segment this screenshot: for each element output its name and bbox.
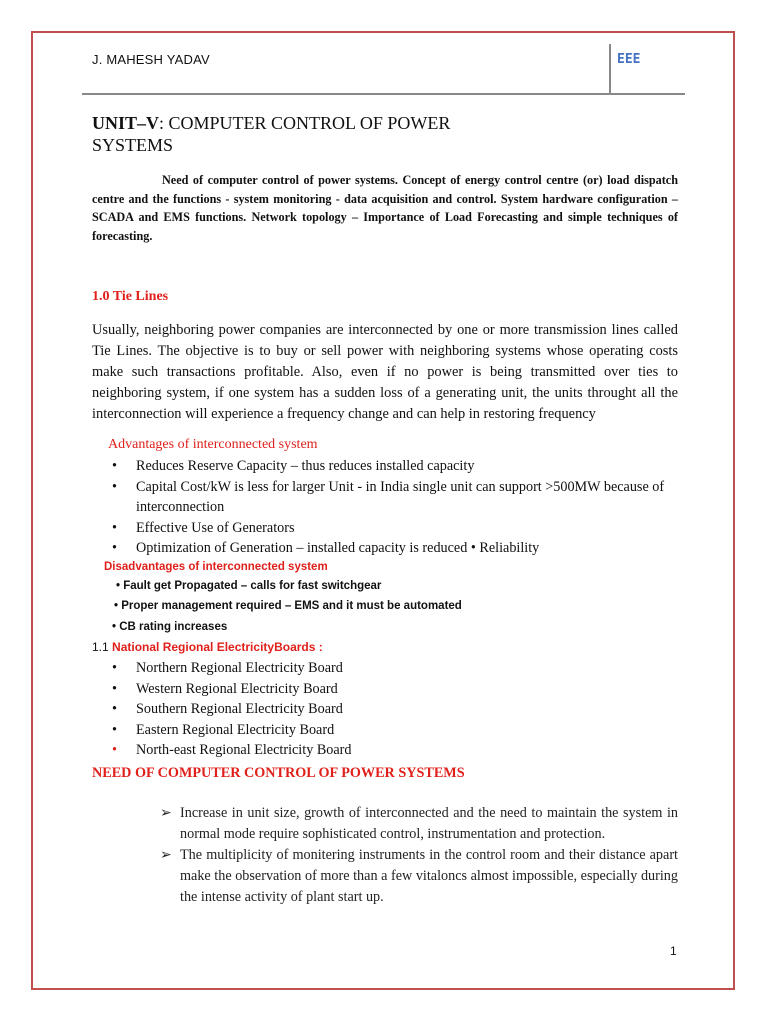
arrow-bullet-icon: ➢ [160,848,172,863]
list-item: • Western Regional Electricity Board [108,679,508,700]
need-point-text: The multiplicity of monitering instruments in the control room and their distance apart make the observation of more than a few vitaloncs almost impossible, especially during the intense activity of plant start up. [180,847,678,905]
author-name: J. MAHESH YADAV [92,52,210,67]
advantages-list [108,456,668,559]
page-title [92,112,512,156]
disadvantages-heading: Disadvantages of interconnected system [104,561,328,573]
tie-lines-heading: 1.0 Tie Lines [92,289,169,304]
header-divider-horizontal [82,93,685,95]
need-heading: NEED OF COMPUTER CONTROL OF POWER SYSTEMS [92,765,465,781]
list-item [160,845,678,908]
list-item: • CB rating increases [112,621,228,633]
boards-heading-text: National Regional ElectricityBoards : [112,640,323,654]
list-item: • Reduces Reserve Capacity – thus reduces installed capacity [108,456,668,477]
list-item [160,803,678,845]
title-text: : COMPUTER CONTROL OF POWER [159,113,451,133]
arrow-bullet-icon: ➢ [160,806,172,821]
need-points-list [160,803,678,908]
advantages-heading: Advantages of interconnected system [108,437,318,452]
need-point-text: Increase in unit size, growth of interconnected and the need to maintain the system in normal mode require sophisticated control, instrumentation and protection. [180,805,678,842]
list-item: • Optimization of Generation – installed capacity is reduced • Reliability [108,538,668,559]
boards-heading [92,640,323,654]
tie-lines-paragraph: Usually, neighboring power companies are interconnected by one or more transmission lines called Tie Lines. The objective is to buy or sell power with neighboring systems whose operating costs make such transactions profitable. Also, even if no power is being transmitted over ties to neighboring system, if one system has a sudden loss of a generating unit, the units throught all the interconnection will experience a frequency change and can help in restoring frequency [92,322,678,422]
list-item: • Eastern Regional Electricity Board [108,720,508,741]
boards-list [108,658,508,761]
unit-label: UNIT–V [92,113,160,133]
list-item: • Capital Cost/kW is less for larger Unit - in India single unit can support >500MW because of interconnection [108,477,668,518]
list-item: • North-east Regional Electricity Board [108,740,508,761]
header-divider-vertical [609,44,611,94]
list-item: • Northern Regional Electricity Board [108,658,508,679]
title-line2: SYSTEMS [92,135,174,155]
list-item: • Proper management required – EMS and it must be automated [114,600,462,612]
section-number: 1.1 [92,640,109,654]
syllabus-paragraph: Need of computer control of power systems. Concept of energy control centre (or) load dispatch centre and the functions - system monitoring - data acquisition and control. System hardware configuration – SCADA and EMS functions. Network topology – Importance of Load Forecasting and simple techniques of forecasting. [92,173,678,243]
department-label: EEE [617,52,641,67]
page-number: 1 [670,944,677,958]
list-item: • Effective Use of Generators [108,518,668,539]
list-item: • Fault get Propagated – calls for fast switchgear [116,580,382,592]
list-item: • Southern Regional Electricity Board [108,699,508,720]
